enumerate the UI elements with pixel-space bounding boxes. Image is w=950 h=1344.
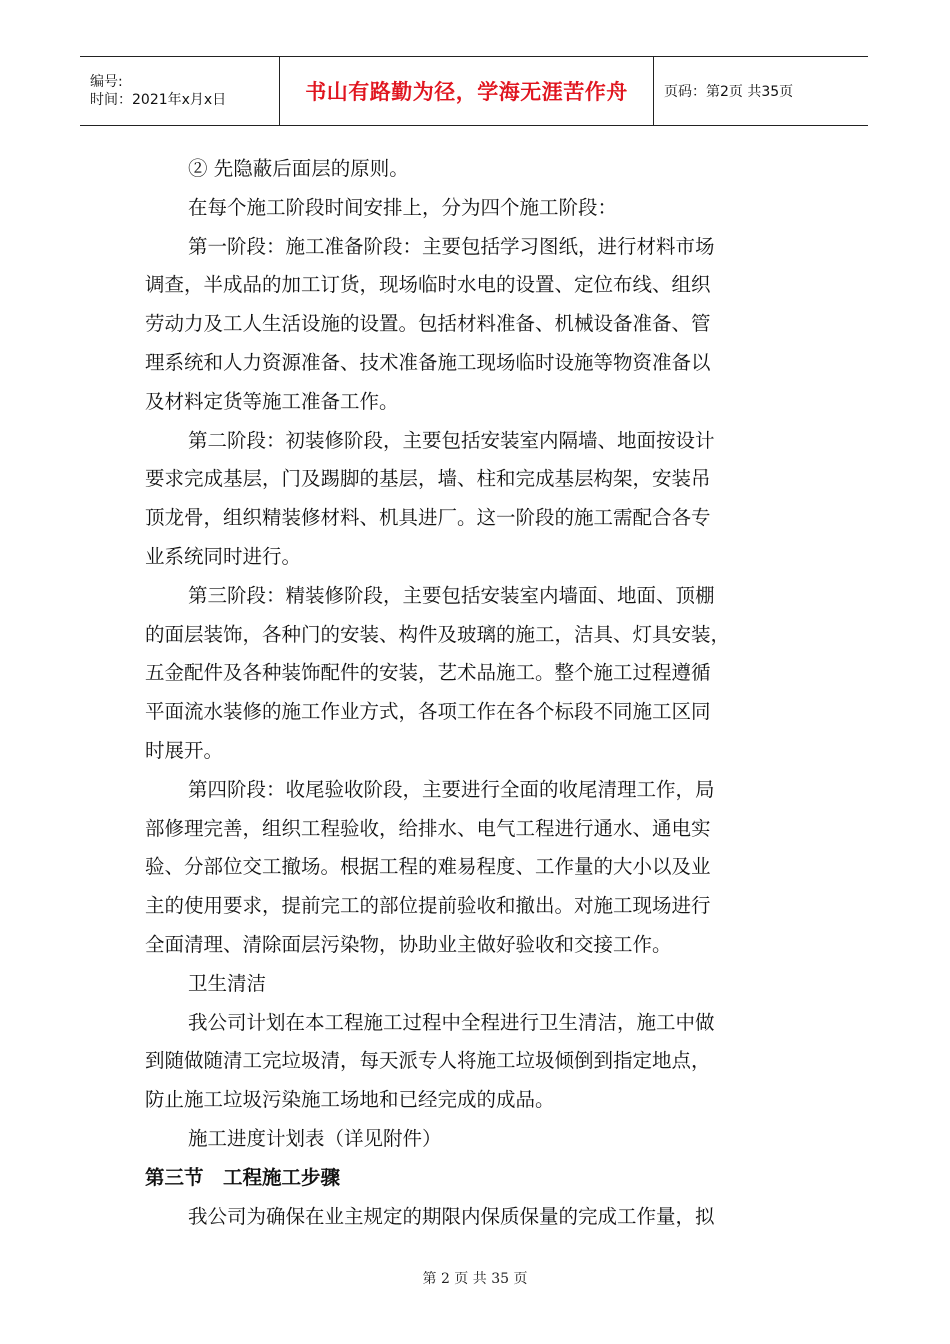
body-line: ② 先隐蔽后面层的原则。 [188, 157, 409, 180]
body-line: 及材料定货等施工准备工作。 [145, 389, 399, 413]
body-line: 调查，半成品的加工订货，现场临时水电的设置、定位布线、组织 [145, 273, 711, 297]
body-line: 业系统同时进行。 [145, 544, 302, 568]
header-page-info-cell [654, 57, 868, 125]
document-number-label: 编号: [90, 74, 123, 90]
page-footer: 第 2 页 共 35 页 [422, 1271, 528, 1287]
body-line: 的面层装饰，各种门的安装、构件及玻璃的施工，洁具、灯具安装， [145, 622, 731, 646]
body-line: 第一阶段：施工准备阶段：主要包括学习图纸，进行材料市场 [188, 234, 715, 258]
header-meta [80, 57, 280, 125]
body-line: 在每个施工阶段时间安排上，分为四个施工阶段： [188, 195, 618, 219]
body-line: 第二阶段：初装修阶段，主要包括安装室内隔墙、地面按设计 [188, 428, 715, 452]
body-line: 全面清理、清除面层污染物，协助业主做好验收和交接工作。 [145, 932, 672, 956]
body-line: 施工进度计划表（详见附件） [188, 1126, 442, 1150]
body-line: 时展开。 [145, 738, 224, 762]
body-line: 五金配件及各种装饰配件的安装，艺术品施工。整个施工过程遵循 [145, 661, 711, 685]
body-line: 平面流水装修的施工作业方式，各项工作在各个标段不同施工区同 [145, 700, 711, 724]
body-line: 我公司计划在本工程施工过程中全程进行卫生清洁，施工中做 [188, 1010, 715, 1034]
body-line: 劳动力及工人生活设施的设置。包括材料准备、机械设备准备、管 [145, 312, 711, 336]
header-motto: 书山有路勤为径，学海无涯苦作舟 [305, 80, 628, 104]
body-line: 部修理完善，组织工程验收，给排水、电气工程进行通水、通电实 [145, 816, 711, 840]
body-line: 第四阶段：收尾验收阶段，主要进行全面的收尾清理工作，局 [188, 777, 715, 801]
body-line: 卫生清洁 [188, 971, 267, 995]
body-line: 我公司为确保在业主规定的期限内保质保量的完成工作量，拟 [188, 1204, 715, 1228]
header-page-info: 页码：第2页 共35页 [664, 84, 794, 100]
document-body [145, 150, 795, 1236]
body-line: 顶龙骨，组织精装修材料、机具进厂。这一阶段的施工需配合各专 [145, 506, 711, 530]
body-line: 主的使用要求，提前完工的部位提前验收和撤出。对施工现场进行 [145, 894, 711, 918]
body-line: 防止施工垃圾污染施工场地和已经完成的成品。 [145, 1088, 555, 1112]
body-line: 理系统和人力资源准备、技术准备施工现场临时设施等物资准备以 [145, 350, 711, 374]
header-motto-cell [280, 57, 654, 125]
page-header [80, 56, 868, 126]
body-line: 到随做随清工完垃圾清，每天派专人将施工垃圾倾倒到指定地点， [145, 1049, 711, 1073]
document-date: 时间：2021年x月x日 [90, 92, 227, 108]
section-heading: 第三节 工程施工步骤 [145, 1165, 341, 1189]
body-line: 第三阶段：精装修阶段，主要包括安装室内墙面、地面、顶棚 [188, 583, 715, 607]
body-line: 验、分部位交工撤场。根据工程的难易程度、工作量的大小以及业 [145, 855, 711, 879]
body-line: 要求完成基层，门及踢脚的基层，墙、柱和完成基层构架，安装吊 [145, 467, 711, 491]
